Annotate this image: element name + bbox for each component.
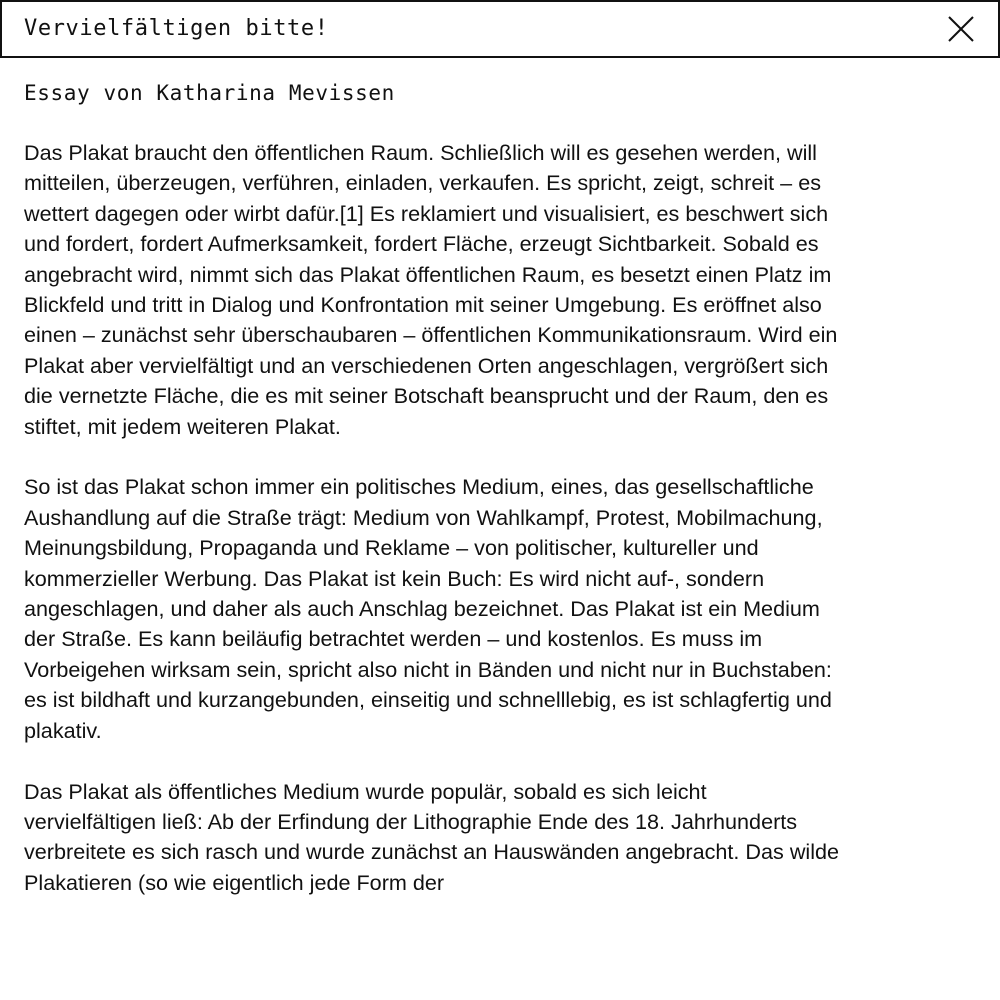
essay-author-line: Essay von Katharina Mevissen <box>24 81 395 105</box>
essay-paragraph <box>24 138 844 442</box>
close-icon <box>946 14 976 44</box>
close-button[interactable] <box>946 14 976 44</box>
modal-title: Vervielfältigen bitte! <box>24 16 329 41</box>
essay-paragraph: So ist das Plakat schon immer ein politisches Medium, eines, das gesellschaftliche Aushandlung auf die Straße trägt: Medium von Wahlkampf, Protest, Mobilmachung, Meinungsbildung, Propaganda und Reklame – von politischer, kultureller und kommerzieller Werbung. Das Plakat ist kein Buch: Es wird nicht auf-, sondern angeschlagen, und daher als auch Anschlag bezeichnet. Das Plakat ist ein Medium der Straße. Es kann beiläufig betrachtet werden – und kostenlos. Es muss im Vorbeigehen wirksam sein, spricht also nicht in Bänden und nicht nur in Buchstaben: es ist bildhaft und kurzangebunden, einseitig und schnelllebig, es ist schlagfertig und plakativ. <box>24 474 832 743</box>
footnote-link[interactable]: [1] <box>339 200 364 226</box>
modal-header <box>0 0 1000 58</box>
paragraph-text: Das Plakat braucht den öffentlichen Raum. Schließlich will es gesehen werden, will mitteilen, überzeugen, verführen, einladen, verkaufen. Es spricht, zeigt, schreit – es wettert dagegen oder wirbt dafür. <box>24 140 821 226</box>
paragraph-text: Es reklamiert und visualisiert, es beschwert sich und fordert, fordert Aufmerksamkeit, fordert Fläche, erzeugt Sichtbarkeit. Sobald es angebracht wird, nimmt sich das Plakat öffentlichen Raum, es besetzt einen Platz im Blickfeld und tritt in Dialog und Konfrontation mit seiner Umgebung. Es eröffnet also einen – zunächst sehr überschaubaren – öffentlichen Kommunikationsraum. Wird ein Plakat aber vervielfältigt und an verschiedenen Orten angeschlagen, vergrößert sich die vernetzte Fläche, die es mit seiner Botschaft beansprucht und der Raum, den es stiftet, mit jedem weiteren Plakat. <box>24 200 838 439</box>
essay-content <box>24 78 844 929</box>
essay-paragraph: Das Plakat als öffentliches Medium wurde populär, sobald es sich leicht vervielfältigen ließ: Ab der Erfindung der Lithographie Ende des 18. Jahrhunderts verbreitete es sich rasch und wurde zunächst an Hauswänden angebracht. Das wilde Plakatieren (so wie eigentlich jede Form der <box>24 778 840 895</box>
